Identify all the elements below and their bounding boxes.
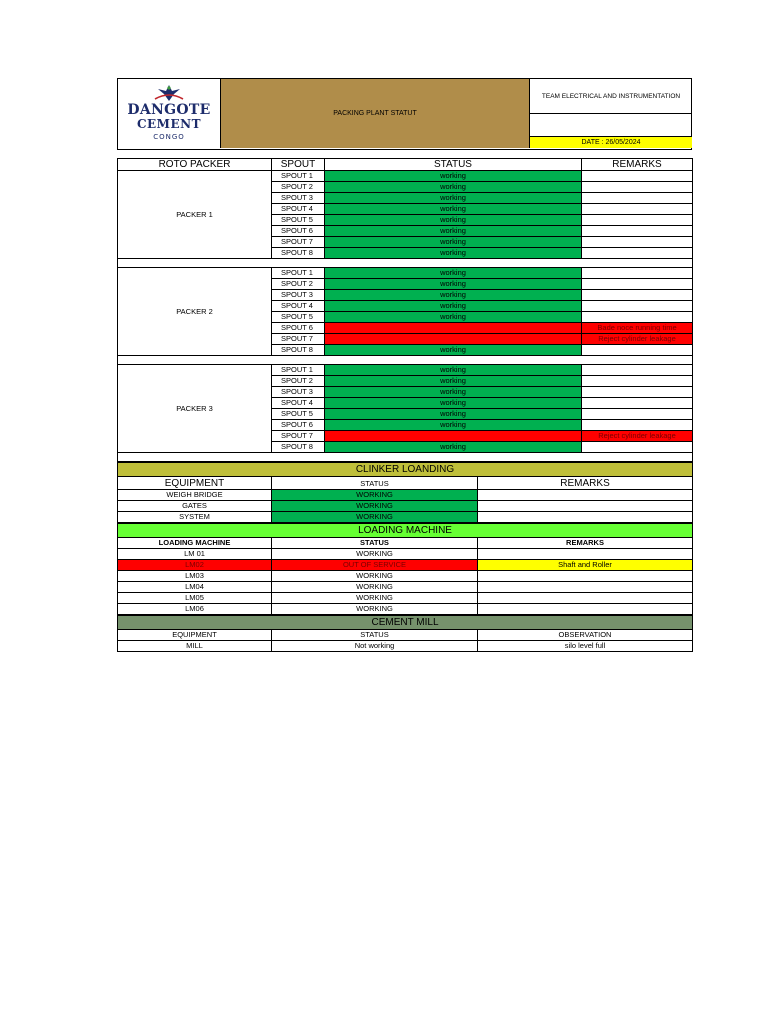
status-sheet bbox=[117, 78, 692, 652]
spout-remark bbox=[582, 312, 693, 323]
machine-status: WORKING bbox=[272, 571, 478, 582]
clinker-section-row bbox=[118, 463, 693, 477]
equipment-name: WEIGH BRIDGE bbox=[118, 490, 272, 501]
machine-status: WORKING bbox=[272, 549, 478, 560]
spacer-cell bbox=[118, 259, 693, 268]
spout-status: working bbox=[325, 290, 582, 301]
machine-name: LM 01 bbox=[118, 549, 272, 560]
equipment-status: WORKING bbox=[272, 512, 478, 523]
machine-remark bbox=[478, 593, 693, 604]
equipment-name: GATES bbox=[118, 501, 272, 512]
spacer-row bbox=[118, 356, 693, 365]
equipment-remark bbox=[478, 501, 693, 512]
packer-name: PACKER 1 bbox=[118, 171, 272, 259]
table-row bbox=[118, 641, 693, 652]
col-header-remarks: REMARKS bbox=[478, 477, 693, 490]
equipment-remark bbox=[478, 490, 693, 501]
company-logo bbox=[118, 79, 221, 148]
spacer-cell bbox=[118, 453, 693, 462]
spout-remark bbox=[582, 376, 693, 387]
spout-remark bbox=[582, 420, 693, 431]
spout-label: SPOUT 6 bbox=[272, 420, 325, 431]
spout-remark bbox=[582, 193, 693, 204]
cement-mill-section-title: CEMENT MILL bbox=[118, 616, 693, 630]
col-header-status: STATUS bbox=[272, 538, 478, 549]
spout-status: working bbox=[325, 248, 582, 259]
table-row bbox=[118, 490, 693, 501]
machine-name: LM04 bbox=[118, 582, 272, 593]
spout-status bbox=[325, 323, 582, 334]
table-row bbox=[118, 549, 693, 560]
machine-status: OUT OF SERVICE bbox=[272, 560, 478, 571]
loading-section-title: LOADING MACHINE bbox=[118, 524, 693, 538]
spacer-row bbox=[118, 259, 693, 268]
spout-label: SPOUT 1 bbox=[272, 171, 325, 182]
spout-remark bbox=[582, 398, 693, 409]
table-row bbox=[118, 560, 693, 571]
spout-status: working bbox=[325, 193, 582, 204]
spout-remark bbox=[582, 237, 693, 248]
loading-section-row bbox=[118, 524, 693, 538]
spout-label: SPOUT 2 bbox=[272, 182, 325, 193]
spacer-row bbox=[118, 453, 693, 462]
loading-machine-table bbox=[117, 523, 693, 615]
spout-label: SPOUT 2 bbox=[272, 376, 325, 387]
spout-label: SPOUT 6 bbox=[272, 323, 325, 334]
table-row bbox=[118, 512, 693, 523]
spout-remark bbox=[582, 387, 693, 398]
table-row bbox=[118, 571, 693, 582]
spout-status: working bbox=[325, 204, 582, 215]
team-label: TEAM ELECTRICAL AND INSTRUMENTATION bbox=[530, 79, 692, 114]
col-header-status: STATUS bbox=[272, 630, 478, 641]
spout-remark bbox=[582, 182, 693, 193]
spout-label: SPOUT 3 bbox=[272, 387, 325, 398]
clinker-loading-table bbox=[117, 462, 693, 523]
sheet-header bbox=[117, 78, 692, 150]
spout-remark: Reject cylinder leakage bbox=[582, 431, 693, 442]
spout-label: SPOUT 4 bbox=[272, 301, 325, 312]
spout-label: SPOUT 7 bbox=[272, 334, 325, 345]
logo-text-line1: DANGOTE bbox=[127, 102, 211, 118]
mill-status: Not working bbox=[272, 641, 478, 652]
spout-label: SPOUT 8 bbox=[272, 345, 325, 356]
eagle-logo-icon bbox=[149, 83, 189, 103]
spout-row bbox=[118, 268, 693, 279]
equipment-name: SYSTEM bbox=[118, 512, 272, 523]
spout-label: SPOUT 6 bbox=[272, 226, 325, 237]
spout-status: working bbox=[325, 365, 582, 376]
spout-status: working bbox=[325, 226, 582, 237]
mill-equipment: MILL bbox=[118, 641, 272, 652]
spout-status: working bbox=[325, 442, 582, 453]
spout-status bbox=[325, 431, 582, 442]
machine-status: WORKING bbox=[272, 604, 478, 615]
spout-label: SPOUT 5 bbox=[272, 409, 325, 420]
spout-remark bbox=[582, 279, 693, 290]
table-row bbox=[118, 582, 693, 593]
spout-status: working bbox=[325, 312, 582, 323]
table-row bbox=[118, 593, 693, 604]
spout-label: SPOUT 7 bbox=[272, 431, 325, 442]
machine-remark bbox=[478, 571, 693, 582]
report-date: DATE : 26/05/2024 bbox=[530, 137, 692, 148]
col-header-equipment: EQUIPMENT bbox=[118, 477, 272, 490]
spout-remark bbox=[582, 301, 693, 312]
spout-label: SPOUT 3 bbox=[272, 193, 325, 204]
spout-remark bbox=[582, 248, 693, 259]
clinker-section-title: CLINKER LOANDING bbox=[118, 463, 693, 477]
spout-status: working bbox=[325, 345, 582, 356]
header-blank-cell bbox=[530, 114, 692, 137]
spout-label: SPOUT 2 bbox=[272, 279, 325, 290]
spout-label: SPOUT 8 bbox=[272, 248, 325, 259]
logo-text-line3: CONGO bbox=[153, 133, 185, 141]
spout-label: SPOUT 4 bbox=[272, 204, 325, 215]
spout-row bbox=[118, 365, 693, 376]
col-header-remarks: REMARKS bbox=[478, 538, 693, 549]
machine-status: WORKING bbox=[272, 593, 478, 604]
col-header-roto-packer: ROTO PACKER bbox=[118, 159, 272, 171]
packer-name: PACKER 3 bbox=[118, 365, 272, 453]
table-row bbox=[118, 501, 693, 512]
machine-remark bbox=[478, 604, 693, 615]
spout-status: working bbox=[325, 398, 582, 409]
logo-text-line2: CEMENT bbox=[136, 117, 202, 131]
equipment-status: WORKING bbox=[272, 501, 478, 512]
machine-name: LM02 bbox=[118, 560, 272, 571]
spout-row bbox=[118, 171, 693, 182]
spout-label: SPOUT 4 bbox=[272, 398, 325, 409]
cement-mill-section-row bbox=[118, 616, 693, 630]
spout-status: working bbox=[325, 215, 582, 226]
loading-header-row bbox=[118, 538, 693, 549]
equipment-remark bbox=[478, 512, 693, 523]
spout-label: SPOUT 7 bbox=[272, 237, 325, 248]
col-header-remarks: REMARKS bbox=[582, 159, 693, 171]
spout-label: SPOUT 8 bbox=[272, 442, 325, 453]
spout-status: working bbox=[325, 279, 582, 290]
page-title: PACKING PLANT STATUT bbox=[221, 79, 530, 148]
spout-status: working bbox=[325, 409, 582, 420]
machine-remark bbox=[478, 582, 693, 593]
spout-label: SPOUT 5 bbox=[272, 312, 325, 323]
col-header-status: STATUS bbox=[272, 477, 478, 490]
spout-label: SPOUT 5 bbox=[272, 215, 325, 226]
spout-status: working bbox=[325, 376, 582, 387]
col-header-equipment: EQUIPMENT bbox=[118, 630, 272, 641]
spout-remark bbox=[582, 409, 693, 420]
spout-remark bbox=[582, 442, 693, 453]
cement-mill-header-row bbox=[118, 630, 693, 641]
spout-status: working bbox=[325, 387, 582, 398]
machine-name: LM03 bbox=[118, 571, 272, 582]
spout-remark: Reject cylinder leakage bbox=[582, 334, 693, 345]
spout-remark bbox=[582, 290, 693, 301]
spout-label: SPOUT 1 bbox=[272, 268, 325, 279]
roto-packer-table bbox=[117, 158, 693, 462]
spout-status bbox=[325, 334, 582, 345]
machine-status: WORKING bbox=[272, 582, 478, 593]
col-header-observation: OBSERVATION bbox=[478, 630, 693, 641]
roto-header-row bbox=[118, 159, 693, 171]
spout-remark bbox=[582, 226, 693, 237]
spout-status: working bbox=[325, 237, 582, 248]
spout-remark bbox=[582, 204, 693, 215]
spout-remark bbox=[582, 268, 693, 279]
table-row bbox=[118, 604, 693, 615]
col-header-loading-machine: LOADING MACHINE bbox=[118, 538, 272, 549]
equipment-status: WORKING bbox=[272, 490, 478, 501]
spout-status: working bbox=[325, 420, 582, 431]
spout-remark bbox=[582, 215, 693, 226]
machine-name: LM05 bbox=[118, 593, 272, 604]
col-header-status: STATUS bbox=[325, 159, 582, 171]
machine-remark: Shaft and Roller bbox=[478, 560, 693, 571]
spout-label: SPOUT 3 bbox=[272, 290, 325, 301]
spout-status: working bbox=[325, 268, 582, 279]
machine-remark bbox=[478, 549, 693, 560]
mill-observation: silo level full bbox=[478, 641, 693, 652]
spacer-cell bbox=[118, 356, 693, 365]
packer-name: PACKER 2 bbox=[118, 268, 272, 356]
col-header-spout: SPOUT bbox=[272, 159, 325, 171]
spout-status: working bbox=[325, 171, 582, 182]
cement-mill-table bbox=[117, 615, 693, 652]
spout-status: working bbox=[325, 301, 582, 312]
spout-status: working bbox=[325, 182, 582, 193]
spout-remark: Bade noce running time bbox=[582, 323, 693, 334]
spout-label: SPOUT 1 bbox=[272, 365, 325, 376]
machine-name: LM06 bbox=[118, 604, 272, 615]
spout-remark bbox=[582, 171, 693, 182]
spout-remark bbox=[582, 365, 693, 376]
spout-remark bbox=[582, 345, 693, 356]
clinker-header-row bbox=[118, 477, 693, 490]
